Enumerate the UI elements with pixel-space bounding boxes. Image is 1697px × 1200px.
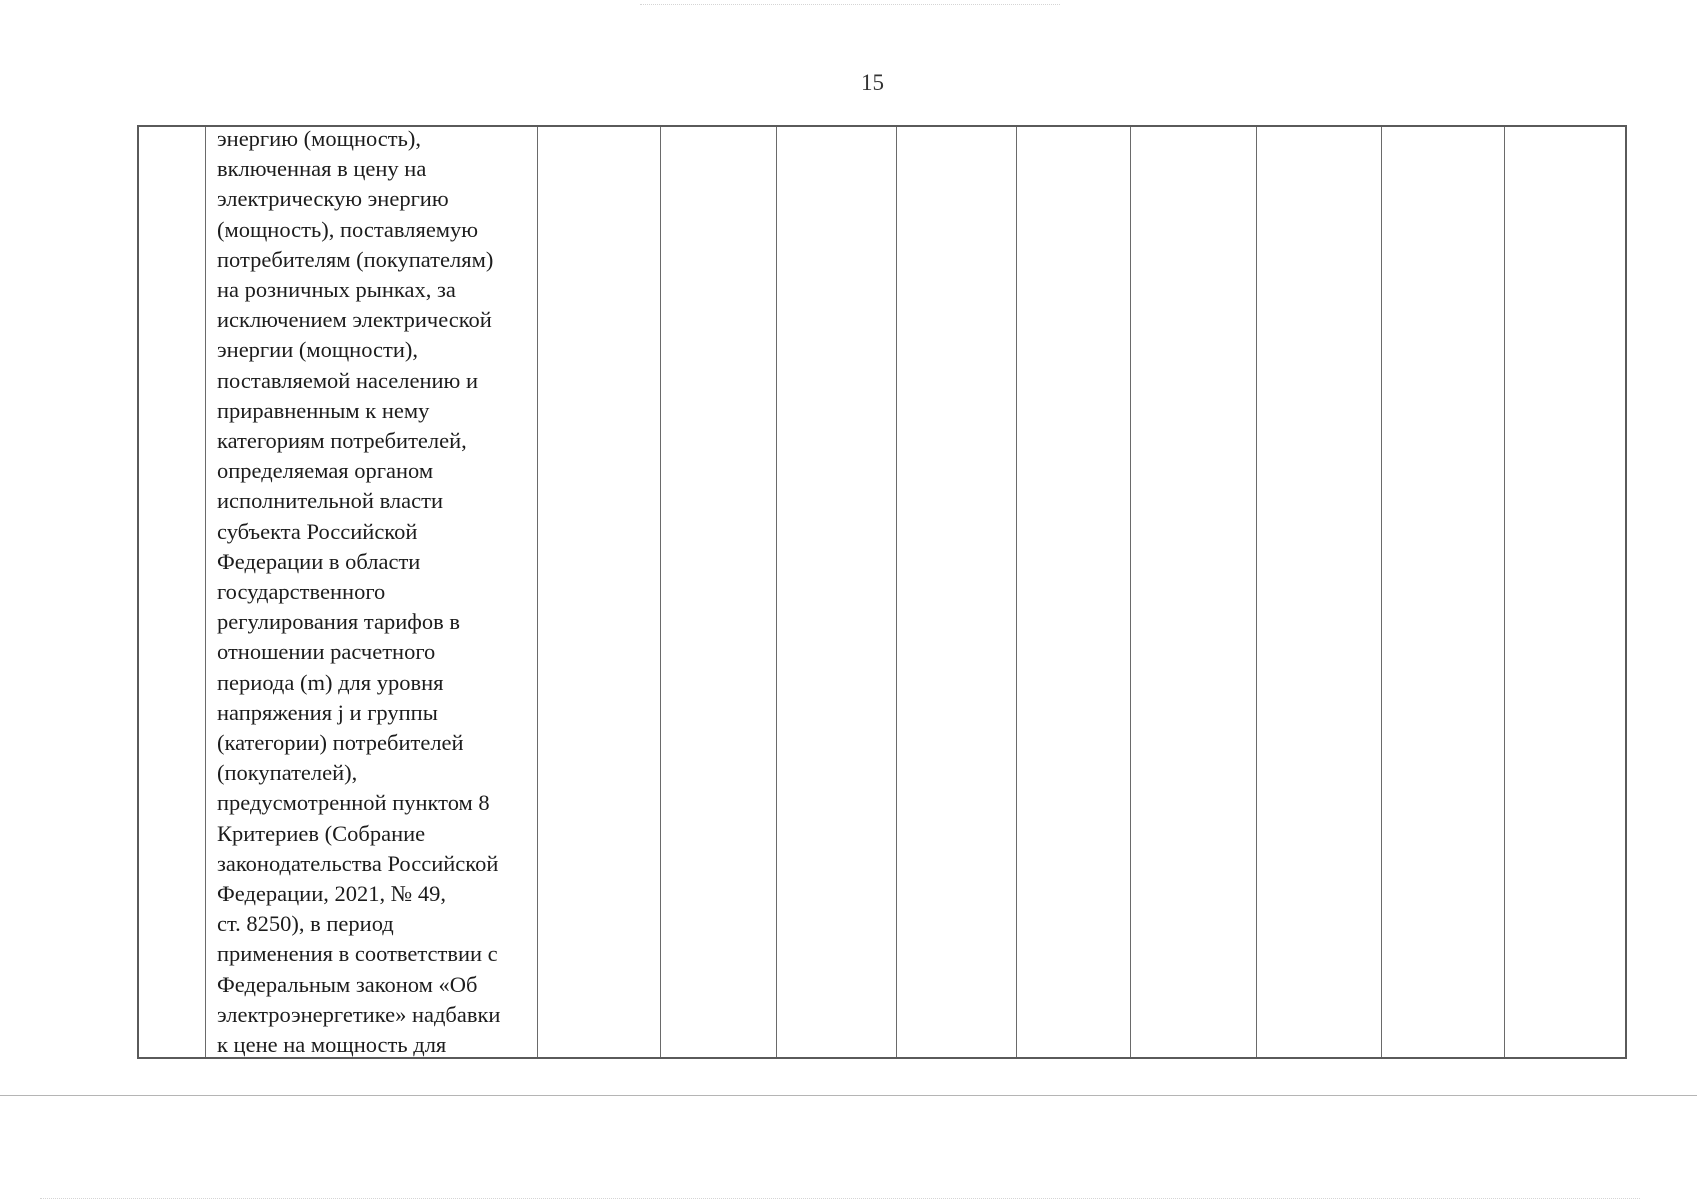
column-divider [1130, 127, 1131, 1057]
scan-artifact [640, 4, 1060, 5]
page-bottom-divider [0, 1095, 1697, 1096]
table-cell-description: энергию (мощность), включенная в цену на электрическую энергию (мощность), поставляемую потребителям (покупателям) на розничных рынках, за исключением электрической энергии (мощности), поставляемой населению и приравненным к нему категориям потребителей, определяемая органом исполнительной власти субъекта Российской Федерации в области государственного регулирования тарифов в отношении расчетного периода (m) для уровня напряжения j и группы (категории) потребителей (покупателей), предусмотренной пунктом 8 Критериев (Собрание законодательства Российской Федерации, 2021, № 49, ст. 8250), в период применения в соответствии с Федеральным законом «Об электроэнергетике» надбавки к цене на мощность для [217, 126, 501, 1058]
column-divider [1504, 127, 1505, 1057]
column-divider [205, 127, 206, 1057]
column-divider [1381, 127, 1382, 1057]
column-divider [660, 127, 661, 1057]
column-divider [896, 127, 897, 1057]
data-table [137, 125, 1627, 1059]
page-number: 15 [861, 70, 884, 95]
column-divider [1256, 127, 1257, 1057]
column-divider [776, 127, 777, 1057]
column-divider [537, 127, 538, 1057]
scan-artifact [40, 1198, 1640, 1199]
column-divider [1016, 127, 1017, 1057]
